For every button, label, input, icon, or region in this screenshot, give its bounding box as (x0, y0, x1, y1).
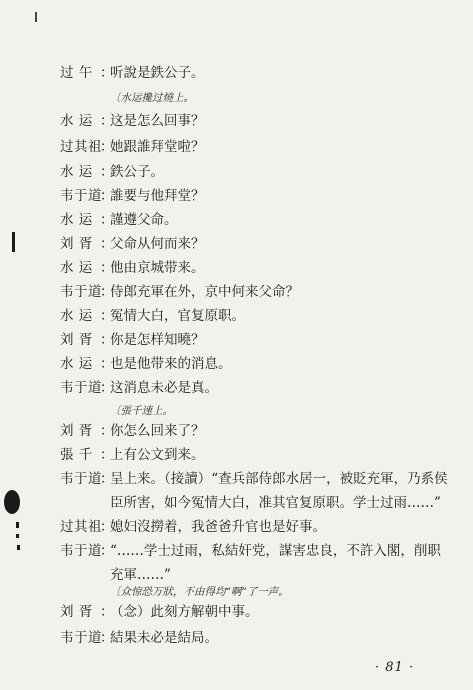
dialogue-line (60, 64, 460, 83)
dialogue-text: 誰要与他拜堂？ (110, 188, 205, 204)
speaker-name: 韦于道 (60, 380, 102, 396)
speaker-colon: ： (100, 423, 114, 439)
speaker-name: 水 运 (60, 164, 93, 180)
dialogue-text: 謹遵父命。 (110, 212, 178, 228)
dialogue-line (60, 518, 460, 537)
speaker-colon: ： (100, 471, 114, 487)
dialogue-text: 鉄公子。 (110, 164, 164, 180)
ink-mark-left-top (12, 232, 15, 252)
dialogue-text: “……学士过雨，私結奸党，謀害忠良，不許入閣，削职 (110, 543, 441, 559)
speaker-name: 水 运 (60, 260, 93, 276)
dialogue-line (60, 283, 460, 302)
speaker-name: 韦于道 (60, 471, 102, 487)
speaker-name: 水 运 (60, 113, 93, 129)
speaker-colon: ： (100, 332, 114, 348)
speaker-colon: ： (100, 188, 114, 204)
speaker-name: 韦于道 (60, 284, 102, 300)
dialogue-line (60, 331, 460, 350)
dialogue-line (60, 307, 460, 326)
dialogue-continuation: 臣所害，如今冤情大白，准其官复原职。学士过雨……” (110, 495, 441, 511)
stage-direction: 〔水运攙过燒上。 (110, 92, 194, 104)
page-number: · 81 · (375, 660, 415, 675)
top-margin-mark (35, 12, 37, 22)
speaker-colon: ： (100, 308, 114, 324)
dialogue-line (60, 379, 460, 398)
dialogue-line (60, 187, 460, 206)
speaker-name: 过 午 (60, 65, 93, 81)
dialogue-line (60, 163, 460, 182)
speaker-colon: ： (100, 519, 114, 535)
speaker-name: 韦于道 (60, 630, 102, 646)
dialogue-text: 她跟誰拜堂啦？ (110, 139, 205, 155)
speaker-colon: ： (100, 260, 114, 276)
speaker-colon: ： (100, 284, 114, 300)
dialogue-line (60, 629, 460, 648)
dialogue-line (60, 138, 460, 157)
dialogue-line (60, 446, 460, 465)
dialogue-text: （念）此刻方解朝中事。 (110, 604, 259, 620)
speaker-colon: ： (100, 380, 114, 396)
ink-mark-left-dot2 (16, 534, 19, 538)
dialogue-line (60, 211, 460, 230)
dialogue-text: 上有公文到来。 (110, 447, 205, 463)
speaker-name: 張 千 (60, 447, 93, 463)
speaker-colon: ： (100, 164, 114, 180)
speaker-colon: ： (100, 139, 114, 155)
stage-direction: 〔众惊恐万狀，不由得均“啊”了一声。 (110, 586, 289, 598)
speaker-name: 刘 胥 (60, 332, 93, 348)
stage-direction: 〔張千速上。 (110, 405, 173, 417)
dialogue-line (60, 355, 460, 374)
dialogue-text: 侍郎充軍在外，京中何来父命？ (110, 284, 299, 300)
dialogue-text: 你怎么回来了？ (110, 423, 205, 439)
speaker-name: 韦于道 (60, 188, 102, 204)
speaker-name: 过其祖 (60, 139, 102, 155)
dialogue-continuation: 充軍……” (110, 567, 171, 583)
speaker-name: 水 运 (60, 212, 93, 228)
dialogue-text: 也是他带来的消息。 (110, 356, 232, 372)
speaker-name: 刘 胥 (60, 236, 93, 252)
ink-mark-left-dot3 (17, 545, 20, 550)
speaker-colon: ： (100, 356, 114, 372)
speaker-colon: ： (100, 65, 114, 81)
dialogue-line (60, 259, 460, 278)
dialogue-text: 冤情大白，官复原职。 (110, 308, 245, 324)
speaker-colon: ： (100, 630, 114, 646)
dialogue-text: 媳妇沒撈着，我爸爸升官也是好事。 (110, 519, 326, 535)
speaker-name: 过其祖 (60, 519, 102, 535)
speaker-colon: ： (100, 212, 114, 228)
speaker-name: 刘 胥 (60, 604, 93, 620)
speaker-name: 水 运 (60, 356, 93, 372)
speaker-colon: ： (100, 543, 114, 559)
speaker-colon: ： (100, 236, 114, 252)
dialogue-line (60, 603, 460, 622)
speaker-colon: ： (100, 447, 114, 463)
dialogue-text: 这是怎么回事？ (110, 113, 205, 129)
dialogue-text: 他由京城带来。 (110, 260, 205, 276)
speaker-colon: ： (100, 604, 114, 620)
dialogue-line (60, 422, 460, 441)
dialogue-text: 結果未必是結局。 (110, 630, 218, 646)
ink-mark-left-dot1 (16, 522, 19, 528)
dialogue-line (60, 470, 460, 489)
speaker-name: 水 运 (60, 308, 93, 324)
dialogue-text: 听說是鉄公子。 (110, 65, 205, 81)
speaker-colon: ： (100, 113, 114, 129)
ink-blot-left (4, 490, 20, 514)
speaker-name: 韦于道 (60, 543, 102, 559)
speaker-name: 刘 胥 (60, 423, 93, 439)
dialogue-text: 你是怎样知曉？ (110, 332, 205, 348)
dialogue-text: 呈上来。（接讀）“查兵部侍郎水居一，被貶充軍，乃系侯 (110, 471, 448, 487)
dialogue-line (60, 235, 460, 254)
dialogue-line (60, 542, 460, 561)
dialogue-line (60, 112, 460, 131)
dialogue-text: 这消息未必是真。 (110, 380, 218, 396)
dialogue-text: 父命从何而来？ (110, 236, 205, 252)
